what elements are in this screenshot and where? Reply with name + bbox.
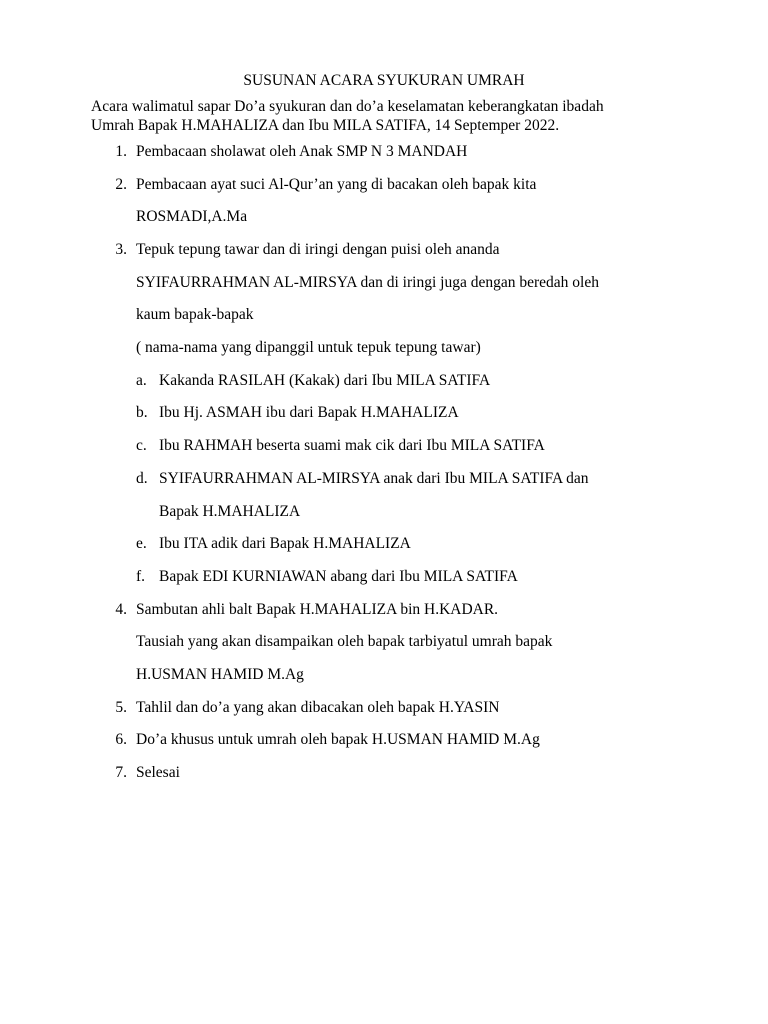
- item-number: 4.: [115, 601, 127, 618]
- item-number: 7.: [115, 764, 127, 781]
- list-item-text: Tausiah yang akan disampaikan oleh bapak tarbiyatul umrah bapak: [136, 633, 553, 650]
- subitem-letter: a.: [136, 372, 147, 389]
- item-number: 6.: [115, 731, 127, 748]
- subitem-text: SYIFAURRAHMAN AL-MIRSYA anak dari Ibu MILA SATIFA dan: [159, 470, 589, 487]
- list-item-text: Tepuk tepung tawar dan di iringi dengan puisi oleh ananda: [136, 241, 500, 258]
- list-item-text: Do’a khusus untuk umrah oleh bapak H.USMAN HAMID M.Ag: [136, 731, 540, 748]
- list-item-text: ( nama-nama yang dipanggil untuk tepuk tepung tawar): [136, 339, 481, 356]
- list-item-text: Tahlil dan do’a yang akan dibacakan oleh bapak H.YASIN: [136, 699, 500, 716]
- subitem-letter: e.: [136, 535, 147, 552]
- item-number: 5.: [115, 699, 127, 716]
- subitem-text: Ibu Hj. ASMAH ibu dari Bapak H.MAHALIZA: [159, 404, 459, 421]
- subitem-letter: b.: [136, 404, 148, 421]
- subitem-letter: f.: [136, 568, 146, 585]
- list-item-text: SYIFAURRAHMAN AL-MIRSYA dan di iringi juga dengan beredah oleh: [136, 274, 599, 291]
- document-title: SUSUNAN ACARA SYUKURAN UMRAH: [243, 72, 525, 89]
- intro-line-2: Umrah Bapak H.MAHALIZA dan Ibu MILA SATIFA, 14 Septemper 2022.: [91, 117, 560, 134]
- subitem-text: Ibu ITA adik dari Bapak H.MAHALIZA: [159, 535, 411, 552]
- subitem-text: Kakanda RASILAH (Kakak) dari Ibu MILA SATIFA: [159, 372, 491, 389]
- item-number: 2.: [115, 176, 127, 193]
- subitem-letter: c.: [136, 437, 147, 454]
- list-item-text: Pembacaan sholawat oleh Anak SMP N 3 MANDAH: [136, 143, 468, 160]
- subitem-text: Bapak EDI KURNIAWAN abang dari Ibu MILA SATIFA: [159, 568, 518, 585]
- list-item-text: Sambutan ahli balt Bapak H.MAHALIZA bin H.KADAR.: [136, 601, 499, 618]
- intro-line-1: Acara walimatul sapar Do’a syukuran dan do’a keselamatan keberangkatan ibadah: [91, 98, 604, 115]
- list-item-text: ROSMADI,A.Ma: [136, 208, 248, 225]
- item-number: 1.: [115, 143, 127, 160]
- list-item-text: Selesai: [136, 764, 180, 781]
- list-item-text: H.USMAN HAMID M.Ag: [136, 666, 304, 683]
- list-item-text: kaum bapak-bapak: [136, 306, 254, 323]
- subitem-text: Bapak H.MAHALIZA: [159, 503, 301, 520]
- subitem-letter: d.: [136, 470, 148, 487]
- subitem-text: Ibu RAHMAH beserta suami mak cik dari Ibu MILA SATIFA: [159, 437, 545, 454]
- item-number: 3.: [115, 241, 127, 258]
- list-item-text: Pembacaan ayat suci Al-Qur’an yang di bacakan oleh bapak kita: [136, 176, 537, 193]
